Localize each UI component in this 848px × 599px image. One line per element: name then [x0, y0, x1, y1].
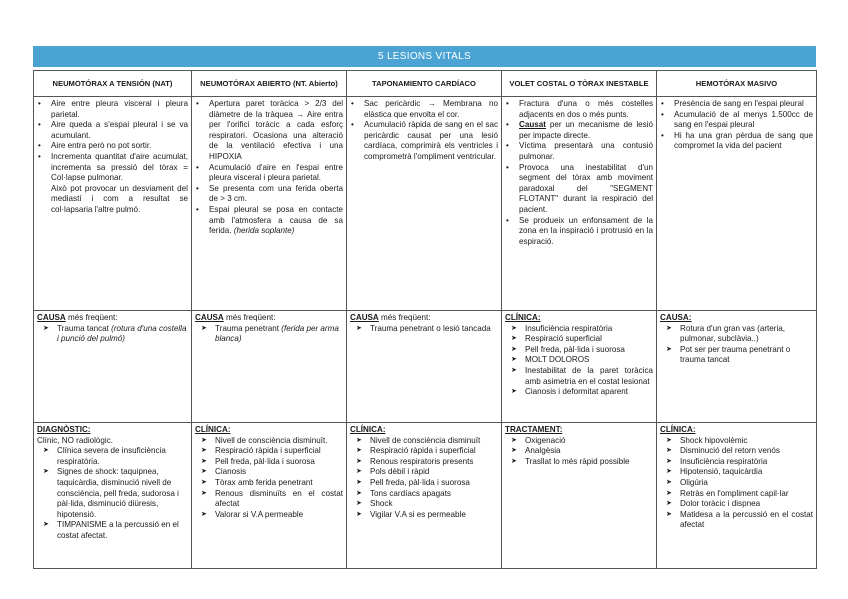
cell-abierto-cause	[192, 311, 347, 423]
cell-abierto-clinica	[192, 423, 347, 569]
list-item: ➤ Vigilar V.A si es permeable	[356, 510, 498, 521]
column-header: NEUMOTÓRAX A TENSIÓN (NAT)	[34, 71, 192, 97]
list-item: ➤ Insuficiència respiratòria	[666, 457, 813, 468]
list-item: ➤ Nivell de consciència disminuït	[356, 436, 498, 447]
list-item: ➤ Shock	[356, 499, 498, 510]
list-item: ➤ Inestabilitat de la paret toràcica amb asimetria en el costat lesionat	[511, 366, 653, 387]
list-item-text: per un mecanisme de lesió per impacte directe.	[519, 120, 653, 140]
list-item: ➤ Trasllat lo més ràpid possible	[511, 457, 653, 468]
cell-heading: CLÍNICA:	[195, 425, 231, 434]
list-item-text: Trauma tancat	[57, 323, 109, 333]
cell-heading: CAUSA:	[660, 313, 692, 322]
list-item: • Aire entra però no pot sortir.	[37, 141, 188, 152]
list-item: ➤ Oxigenació	[511, 436, 653, 447]
list-item: ➤ Dolor toràcic i dispnea	[666, 499, 813, 510]
list-item: ➤ Respiració ràpida i superficial	[356, 446, 498, 457]
list-item: ➤ Tòrax amb ferida penetrant	[201, 478, 343, 489]
heading-label: CAUSA	[195, 313, 224, 322]
list-item: ➤ Analgèsia	[511, 446, 653, 457]
list-item: • Hi ha una gran pèrdua de sang que compromet la vida del pacient	[660, 131, 813, 152]
heading-label: CAUSA	[37, 313, 66, 322]
paragraph: Clínic, NO radiològic.	[37, 435, 114, 445]
bold-term: Causat	[519, 120, 546, 130]
list-item: • Aire queda a s'espai pleural i se va acumulant.	[37, 120, 188, 141]
list-item: ➤ Renous respiratoris presents	[356, 457, 498, 468]
list-item: ➤ Respiració superficial	[511, 334, 653, 345]
list-item: • Se produeix un enfonsament de la zona en la inspiració i protrusió en la espiració.	[505, 216, 653, 248]
cause-row	[34, 311, 817, 423]
list-item	[505, 120, 653, 141]
list-item: ➤ Pell freda, pàl·lida i suorosa	[201, 457, 343, 468]
list-item-italic: (rotura d'una costella i punció del pulmó)	[57, 323, 187, 344]
list-item: • Fractura d'una o més costelles adjacents en dos o més punts.	[505, 99, 653, 120]
cell-taponamiento-description	[347, 97, 502, 311]
heading-suffix: més freqüent:	[68, 313, 118, 322]
list-item: ➤ Signes de shock: taquipnea, taquicàrdia, disminució nivell de consciència, pell freda, sudorosa i pàl·lida, disminució diüresis, hipotensió.	[43, 467, 188, 520]
list-item: ➤ Pell freda, pàl·lida i suorosa	[511, 345, 653, 356]
page-title: 5 LESIONS VITALS	[33, 46, 816, 67]
column-header: VOLET COSTAL O TÒRAX INESTABLE	[502, 71, 657, 97]
list-item: • Víctima presentarà una contusió pulmonar.	[505, 141, 653, 162]
cell-hemotorax-description	[657, 97, 817, 311]
list-item: ➤ Retràs en l'ompliment capil·lar	[666, 489, 813, 500]
list-item: ➤ Nivell de consciència disminuït.	[201, 436, 343, 447]
cell-nat-cause	[34, 311, 192, 423]
list-item: • Provoca una inestabilitat d'un segment del tòrax amb moviment paradoxal del "SEGMENT FLOTANT" durant la respiració del pacient.	[505, 163, 653, 216]
clinical-row	[34, 423, 817, 569]
cell-volet-clinica	[502, 311, 657, 423]
cell-nat-diagnostic	[34, 423, 192, 569]
list-item: • Acumulació d'aire en l'espai entre pleura visceral i pleura parietal.	[195, 163, 343, 184]
list-item: ➤ Hipotensió, taquicàrdia	[666, 467, 813, 478]
cell-hemotorax-clinica	[657, 423, 817, 569]
lesions-table	[33, 70, 817, 569]
list-item-text: Espai pleural se posa en contacte amb l'atmosfera a causa de sa ferida.	[209, 204, 343, 236]
cell-heading	[195, 313, 343, 324]
cell-heading: CLÍNICA:	[350, 425, 386, 434]
list-item: • Aire entre pleura visceral i pleura parietal.	[37, 99, 188, 120]
cell-heading: CLÍNICA:	[505, 313, 541, 322]
heading-label: CAUSA	[350, 313, 379, 322]
list-item: ➤ Disminució del retorn venós	[666, 446, 813, 457]
cell-heading: CLÍNICA:	[660, 425, 696, 434]
list-item: • Se presenta com una ferida oberta de > 3 cm.	[195, 184, 343, 205]
cell-taponamiento-clinica	[347, 423, 502, 569]
list-item	[195, 205, 343, 237]
list-item: ➤ Valorar si V.A permeable	[201, 510, 343, 521]
list-item: • Acumulació ràpida de sang en el sac pericàrdic causat per una lesió cardíaca, comprimirà els ventricles i comprometrà l'ompliment ventricular.	[350, 120, 498, 162]
list-item: ➤ Respiració ràpida i superficial	[201, 446, 343, 457]
list-item: ➤ Rotura d'un gran vas (arteria, pulmonar, subclàvia..)	[666, 324, 813, 345]
list-item: ➤ TIMPANISME a la percussió en el costat afectat.	[43, 520, 188, 541]
paragraph: Això pot provocar un desviament del mediastí i com a resultat se col·lapsaria l'altre pulmó.	[51, 183, 188, 214]
cell-heading	[350, 313, 498, 324]
cell-nat-description	[34, 97, 192, 311]
list-item: ➤ Pot ser per trauma penetrant o trauma tancat	[666, 345, 813, 366]
list-item: ➤ Matidesa a la percussió en el costat afectat	[666, 510, 813, 531]
list-item: ➤ Clínica severa de insuficiència respiratòria.	[43, 446, 188, 467]
list-item: ➤ Pols dèbil i ràpid	[356, 467, 498, 478]
cell-taponamiento-cause	[347, 311, 502, 423]
column-header: HEMOTÓRAX MASIVO	[657, 71, 817, 97]
list-item: • Acumulació de al menys 1.500cc de sang en l'espai pleural	[660, 110, 813, 131]
description-row	[34, 97, 817, 311]
list-item: ➤ Cianosis i deformitat aparent	[511, 387, 653, 398]
list-item: ➤ Oligúria	[666, 478, 813, 489]
list-item: ➤ MOLT DOLOROS	[511, 355, 653, 366]
list-item-italic: (ferida per arma blanca)	[215, 323, 339, 344]
column-header: NEUMOTÓRAX ABIERTO (NT. Abierto)	[192, 71, 347, 97]
header-row	[34, 71, 817, 97]
list-item: • Incrementa quantitat d'aire acumulat, incrementa sa pressió del tòrax = Col·lapse pulmonar.	[37, 152, 188, 184]
list-item: ➤ Trauma penetrant o lesió tancada	[356, 324, 498, 335]
list-item	[201, 324, 343, 345]
column-header: TAPONAMIENTO CARDÍACO	[347, 71, 502, 97]
cell-volet-description	[502, 97, 657, 311]
list-item: ➤ Insuficiència respiratòria	[511, 324, 653, 335]
list-item	[43, 324, 188, 345]
list-item: ➤ Tons cardíacs apagats	[356, 489, 498, 500]
cell-heading: TRACTAMENT:	[505, 425, 563, 434]
cell-heading	[37, 313, 188, 324]
cell-abierto-description	[192, 97, 347, 311]
cell-volet-tractament	[502, 423, 657, 569]
list-item: ➤ Pell freda, pàl·lida i suorosa	[356, 478, 498, 489]
heading-suffix: més freqüent:	[381, 313, 431, 322]
list-item: ➤ Renous disminuïts en el costat afectat	[201, 489, 343, 510]
list-item: • Apertura paret toràcica > 2/3 del diàmetre de la tràquea → Aire entra per l'orifici toràcic a cada esforç respiratori. Ocasiona una alteració de la ventilació efectiva i una HIPOXIA	[195, 99, 343, 163]
cell-hemotorax-cause	[657, 311, 817, 423]
list-item: ➤ Shock hipovolèmic	[666, 436, 813, 447]
list-item-text: Trauma penetrant	[215, 323, 280, 333]
cell-heading: DIAGNÒSTIC:	[37, 425, 91, 434]
list-item: ➤ Cianosis	[201, 467, 343, 478]
list-item: • Presència de sang en l'espai pleural	[660, 99, 813, 110]
heading-suffix: més freqüent:	[226, 313, 276, 322]
list-item: • Sac pericàrdic → Membrana no elàstica que envolta el cor.	[350, 99, 498, 120]
list-item-italic: (herida soplante)	[233, 226, 295, 236]
